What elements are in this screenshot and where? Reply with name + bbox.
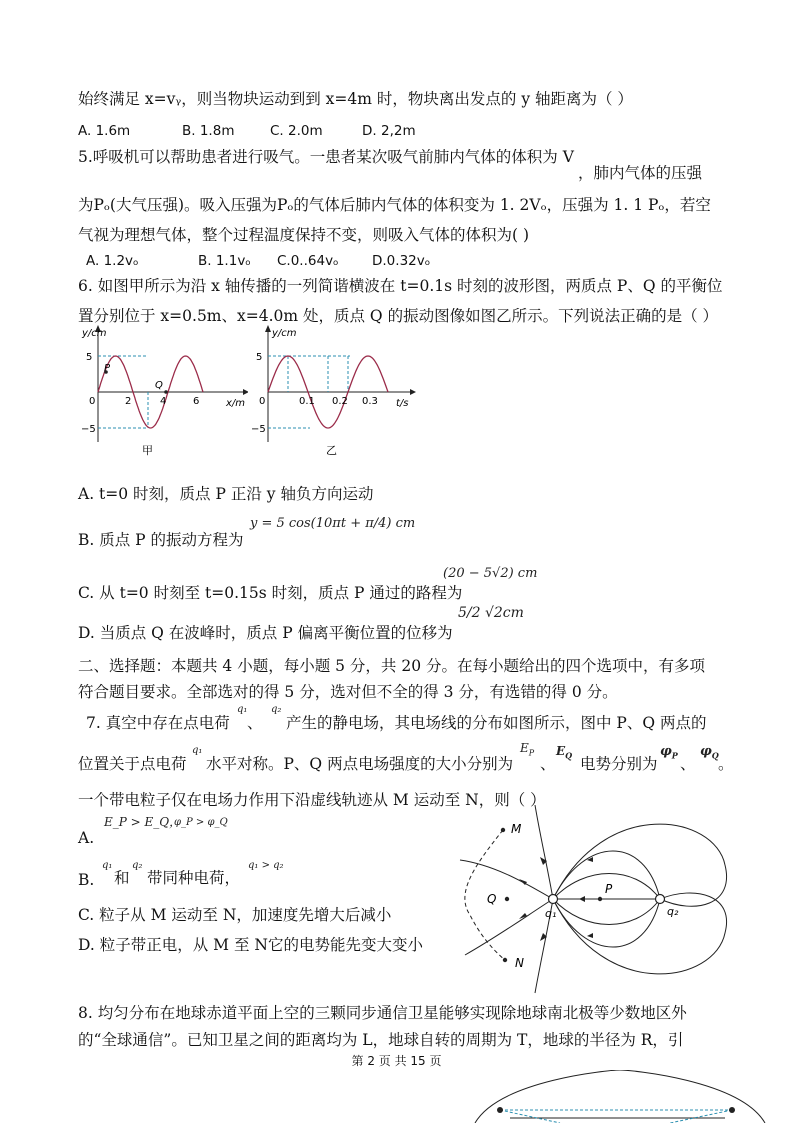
label-n: N [515, 956, 524, 970]
vib-y-tick-5: 5 [256, 352, 263, 363]
q6-line-1: 6. 如图甲所示为沿 x 轴传播的一列简谐横波在 t=0.1s 时刻的波形图，两质点 P、Q 的平衡位 [78, 277, 723, 295]
charge-q2-marker [656, 895, 665, 904]
point-n-marker [503, 958, 507, 962]
satellite-right [729, 1107, 735, 1113]
wave-y-tick-neg5: −5 [81, 424, 96, 435]
q7-line-1a: 7. 真空中存在点电荷 [86, 714, 230, 732]
charge-q1-sym-2: q₁ [192, 745, 203, 756]
separator-dun-2: 、 [540, 755, 556, 773]
link-right [670, 1110, 732, 1123]
vib-y-label: y/cm [272, 328, 297, 339]
vib-x-tick-0-2: 0.2 [332, 396, 348, 407]
orbit-arc [475, 1070, 765, 1123]
potential-p-sym: $\varphi_P$ [660, 744, 678, 761]
wave-caption: 甲 [142, 444, 153, 457]
field-eq-sym: $E_Q$ [556, 744, 573, 761]
q5-line-1b: ，肺内气体的压强 [578, 164, 703, 182]
q6-option-c: C. 从 t=0 时刻至 t=0.15s 时刻，质点 P 通过的路程为 [78, 584, 463, 602]
wave-x-tick-6: 6 [193, 396, 200, 407]
q5-option-d: D.0.32vₒ [372, 253, 431, 269]
trajectory-dashed [465, 830, 505, 960]
wave-y-label: y/cm [82, 328, 107, 339]
q8-line-1: 8. 均匀分布在地球赤道平面上空的三颗同步通信卫星能够实现除地球南北极等少数地区外 [78, 1004, 687, 1022]
charge-q1-sym-3: q₁ [102, 860, 113, 871]
charge-q2-sym-3: q₂ [132, 860, 143, 871]
label-q1: q₁ [545, 907, 557, 920]
wave-x-label: x/m [226, 398, 246, 409]
wave-x-tick-2: 2 [125, 396, 132, 407]
field-line-top [535, 805, 553, 899]
point-m-marker [501, 828, 505, 832]
point-q-marker [164, 390, 168, 394]
q4-option-c: C. 2.0m [270, 123, 323, 139]
period: 。 [718, 755, 734, 773]
q7-line-2a: 位置关于点电荷 [78, 755, 187, 773]
q6-option-c-formula: (20 − 5√2) cm [443, 566, 538, 581]
arrow-loop-bottom [587, 933, 593, 938]
q7-option-b-3: 带同种电荷， [147, 869, 241, 887]
field-line-diagram [455, 805, 755, 995]
wave-y-tick-5: 5 [86, 352, 93, 363]
satellite-figure-partial [470, 1070, 770, 1123]
q4-stem-tail: 始终满足 x=vᵧ，则当物块运动到到 x=4m 时，物块离出发点的 y 轴距离为（ ） [78, 90, 633, 108]
q5-line-2: 为Pₒ(大气压强)。吸入压强为Pₒ的气体后肺内气体的体积变为 1. 2Vₒ，压强为 1. 1 Pₒ，若空 [78, 196, 711, 214]
y-axis-arrow [265, 325, 271, 332]
charge-q1-marker [549, 895, 558, 904]
x-axis-arrow [410, 389, 416, 395]
q7-line-2b: 水平对称。P、Q 两点电场强度的大小分别为 [206, 755, 514, 773]
arrow-loop-top [587, 857, 593, 862]
q4-option-b: B. 1.8m [182, 123, 235, 139]
q5-option-b: B. 1.1vₒ [198, 253, 251, 269]
q6-option-b-formula: y = 5 cos(10πt + π/4) cm [250, 516, 416, 531]
vib-x-tick-0-3: 0.3 [362, 396, 378, 407]
q7-line-2c: 电势分别为 [580, 755, 658, 773]
link-left [500, 1110, 560, 1123]
point-p-marker [598, 897, 602, 901]
label-p: P [605, 882, 613, 896]
q6-line-2: 置分别位于 x=0.5m、x=4.0m 处，质点 Q 的振动图像如图乙所示。下列说法正确的是（ ） [78, 307, 718, 325]
separator-dun: 、 [247, 714, 263, 732]
wave-label-p: P [104, 363, 111, 374]
q5-option-a: A. 1.2vₒ [86, 253, 139, 269]
q7-option-b-f: q₁ > q₂ [248, 860, 284, 871]
page-footer: 第 2 页 共 15 页 [351, 1054, 442, 1068]
wave-label-q: Q [155, 380, 163, 391]
q7-option-d: D. 粒子带正电，从 M 至 N它的电势能先变大变小 [78, 936, 423, 954]
wave-x-tick-0: 0 [89, 396, 96, 407]
label-m: M [511, 822, 522, 836]
vib-x-tick-0: 0 [259, 396, 266, 407]
q6-option-b: B. 质点 P 的振动方程为 [78, 531, 244, 549]
q6-option-d: D. 当质点 Q 在波峰时，质点 P 偏离平衡位置的位移为 [78, 624, 453, 642]
q7-line-1b: 产生的静电场，其电场线的分布如图所示，图中 P、Q 两点的 [286, 714, 707, 732]
field-loop-4 [553, 899, 660, 925]
section-2-rule: 符合题目要求。全部选对的得 5 分，选对但不全的得 3 分，有选错的得 0 分。 [78, 683, 618, 701]
q7-option-b-2: 和 [114, 869, 130, 887]
section-2-header: 二、选择题：本题共 4 小题，每小题 5 分，共 20 分。在每小题给出的四个选项中，有多项 [78, 657, 706, 675]
field-line-left-top [460, 860, 553, 899]
x-axis-arrow [243, 389, 248, 395]
q4-option-d: D. 2,2m [362, 123, 416, 139]
q7-option-a-f2: φ_P > φ_Q [174, 817, 228, 828]
field-line-left-bottom [465, 899, 553, 955]
vib-caption: 乙 [326, 444, 337, 457]
q6-option-a: A. t=0 时刻，质点 P 正沿 y 轴负方向运动 [78, 485, 374, 503]
q4-option-a: A. 1.6m [78, 123, 131, 139]
q7-option-a: A. [78, 829, 95, 847]
arrow-left-bottom [519, 913, 527, 919]
q8-line-2: 的“全球通信”。已知卫星之间的距离均为 L，地球自转的周期为 T，地球的半径为 R，引 [78, 1031, 684, 1049]
separator-dun-3: 、 [680, 755, 696, 773]
label-q2: q₂ [667, 905, 679, 918]
q6-option-d-formula: 5/2 √2cm [458, 605, 524, 621]
wave-graph [78, 322, 248, 462]
vibration-graph [250, 322, 420, 462]
arrow-axis [579, 896, 585, 902]
potential-q-sym: $\varphi_Q$ [700, 744, 719, 761]
wave-x-tick-4: 4 [160, 396, 167, 407]
field-loop-3 [553, 899, 660, 947]
field-ep-sym: $E_P$ [520, 741, 535, 758]
vib-x-tick-0-1: 0.1 [299, 396, 315, 407]
point-q-marker [505, 897, 509, 901]
charge-q1-sym: q₁ [237, 704, 248, 715]
q5-option-c: C.0..64vₒ [277, 253, 339, 269]
q7-line-3: 一个带电粒子仅在电场力作用下沿虚线轨迹从 M 运动至 N，则（ ） [78, 791, 546, 809]
q5-line-1: 5.呼吸机可以帮助患者进行吸气。一患者某次吸气前肺内气体的体积为 V [78, 148, 574, 166]
satellite-left [497, 1107, 503, 1113]
label-q: Q [487, 892, 497, 906]
q5-line-3: 气视为理想气体，整个过程温度保持不变，则吸入气体的体积为( ) [78, 226, 530, 244]
q7-option-a-f1: E_P > E_Q， [104, 815, 182, 829]
q7-option-c: C. 粒子从 M 运动至 N，加速度先增大后减小 [78, 906, 392, 924]
vib-y-tick-neg5: −5 [251, 424, 266, 435]
q7-option-b-1: B. [78, 871, 95, 889]
vib-x-label: t/s [396, 398, 409, 409]
charge-q2-sym: q₂ [271, 704, 282, 715]
